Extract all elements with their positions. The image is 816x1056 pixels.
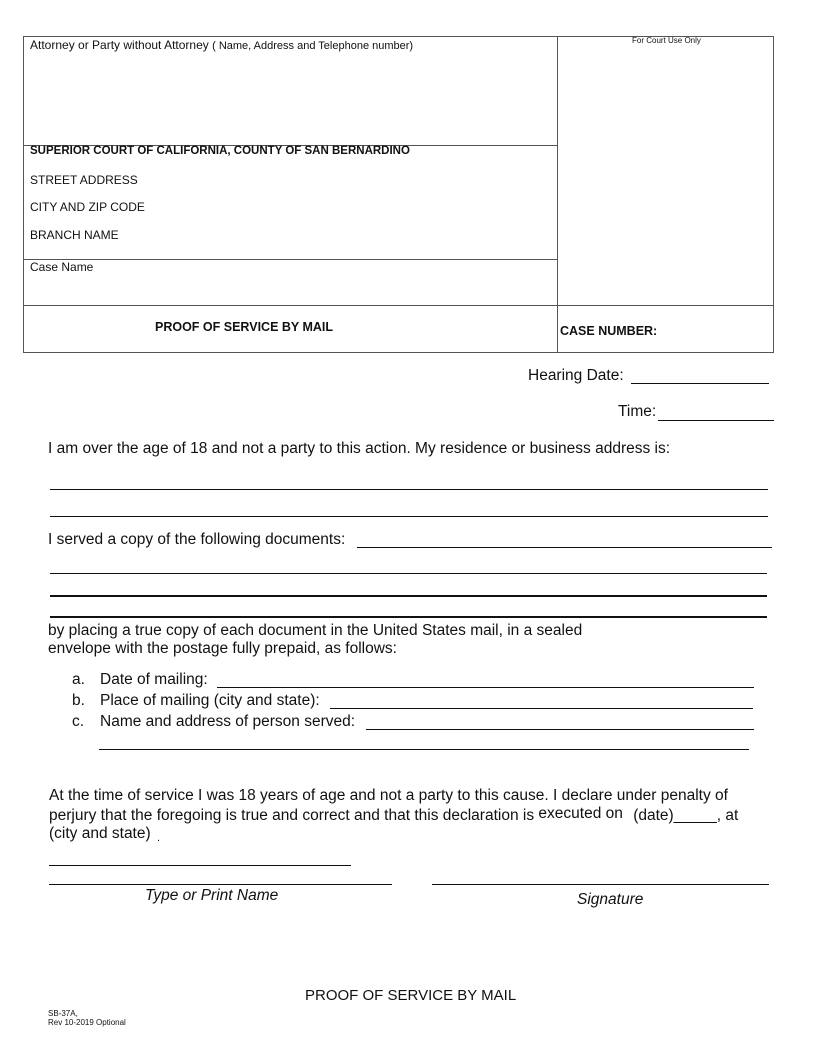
item-c-letter: c. (72, 713, 85, 730)
court-name: SUPERIOR COURT OF CALIFORNIA, COUNTY OF SAN BERNARDINO (30, 145, 410, 157)
case-name-label: Case Name (30, 260, 94, 274)
declaration-line-1: At the time of service I was 18 years of age and not a party to this cause. I declare under penalty of (49, 787, 728, 804)
case-number-label: CASE NUMBER: (560, 324, 658, 338)
declaration-line-2 (49, 807, 738, 825)
intro-text: I am over the age of 18 and not a party to this action. My residence or business address is: (48, 440, 671, 457)
street-address-label: STREET ADDRESS (30, 173, 138, 187)
item-c-label: Name and address of person served: (100, 713, 356, 730)
caption-divider-case-name (23, 259, 557, 260)
caption-divider-title (23, 305, 774, 306)
print-name-label: Type or Print Name (145, 887, 279, 904)
declaration-date: (date)_____, at (633, 807, 739, 824)
court-use-label: For Court Use Only (632, 36, 701, 45)
print-name-line[interactable] (49, 884, 392, 885)
signature-line[interactable] (432, 884, 769, 885)
placing-line-2: envelope with the postage fully prepaid, as follows: (48, 640, 397, 657)
documents-line-2[interactable] (50, 573, 767, 574)
attorney-label (30, 38, 413, 52)
hearing-date-label: Hearing Date: (528, 367, 624, 384)
attorney-sublabel: ( Name, Address and Telephone number) (212, 40, 414, 52)
attorney-label-text: Attorney or Party without Attorney (30, 38, 209, 52)
item-a-label: Date of mailing: (100, 671, 208, 688)
extra-name-line[interactable] (49, 865, 351, 866)
declaration-executed-on: executed on (538, 805, 623, 822)
documents-line-4[interactable] (50, 616, 767, 618)
item-b-letter: b. (72, 692, 85, 709)
declaration-period: . (156, 832, 161, 844)
address-line-2[interactable] (50, 516, 768, 517)
footer-form-code: SB-37A, (48, 1009, 78, 1018)
declaration-line-3 (49, 825, 160, 843)
declaration-line-2a: perjury that the foregoing is true and correct and that this declaration is (49, 807, 535, 824)
time-label: Time: (618, 403, 657, 420)
placing-line-1: by placing a true copy of each document in the United States mail, in a sealed (48, 622, 583, 639)
time-field[interactable] (658, 420, 774, 421)
footer-title: PROOF OF SERVICE BY MAIL (305, 987, 517, 1004)
place-of-mailing-field[interactable] (330, 708, 753, 709)
date-of-mailing-field[interactable] (217, 687, 754, 688)
footer-revision: Rev 10-2019 Optional (48, 1018, 126, 1027)
address-line-1[interactable] (50, 489, 768, 490)
documents-line-3[interactable] (50, 595, 767, 597)
branch-name-label: BRANCH NAME (30, 228, 119, 242)
item-b-label: Place of mailing (city and state): (100, 692, 320, 709)
documents-line-1[interactable] (357, 547, 772, 548)
item-a-letter: a. (72, 671, 85, 688)
person-served-field-1[interactable] (366, 729, 754, 730)
person-served-field-2[interactable] (99, 749, 749, 750)
declaration-city-state: (city and state) (49, 825, 151, 842)
signature-label: Signature (577, 891, 644, 908)
served-label: I served a copy of the following documents: (48, 531, 346, 548)
hearing-date-field[interactable] (631, 383, 769, 384)
form-title: PROOF OF SERVICE BY MAIL (155, 320, 334, 334)
city-zip-label: CITY AND ZIP CODE (30, 200, 145, 214)
